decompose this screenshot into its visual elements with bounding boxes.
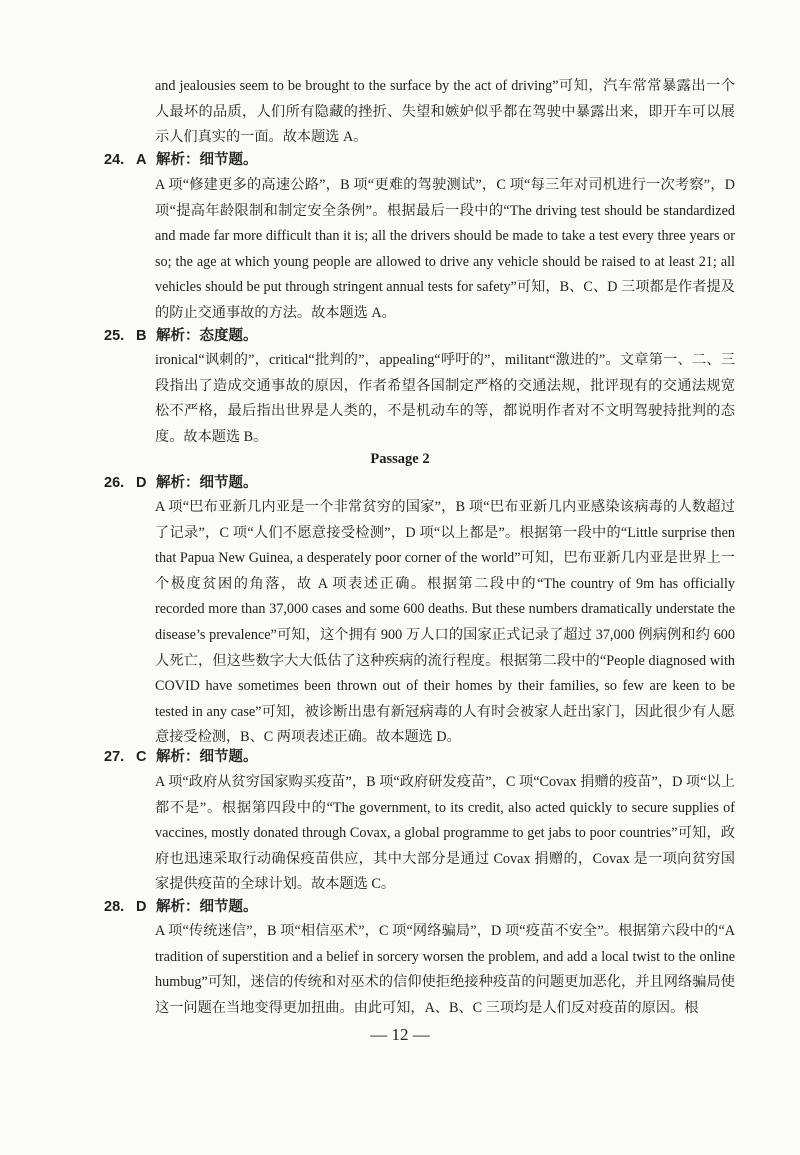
- analysis-label: 解析：细节题。: [156, 749, 258, 765]
- question-24-header: [104, 148, 258, 172]
- page-number: — 12 —: [370, 1025, 430, 1044]
- question-24-body: A 项“修建更多的高速公路”，B 项“更难的驾驶测试”，C 项“每三年对司机进行一次考察”，D 项“提高年龄限制和制定安全条例”。根据最后一段中的“The driving test should be standardized and made far more difficult than it is; all the drivers should be made to take a test every three years or so; the age at which young people are allowed to drive any vehicle should be raised to at least 21; all vehicles should be put through stringent annual tests for safety”可知，B、C、D 三项都是作者提及的防止交通事故的方法。故本题选 A。: [155, 177, 735, 321]
- question-number: 27.: [104, 749, 125, 765]
- question-number: 25.: [104, 328, 125, 344]
- passage-title: Passage 2: [370, 451, 430, 467]
- question-28-header: [104, 895, 258, 919]
- question-27-body: A 项“政府从贫穷国家购买疫苗”，B 项“政府研发疫苗”，C 项“Covax 捐赠的疫苗”，D 项“以上都不是”。根据第四段中的“The government, to its credit, also acted quickly to secure supplies of vaccines, mostly donated through Covax, a global programme to get jabs to poor countries”可知，政府也迅速采取行动确保疫苗供应，其中大部分是通过 Covax 捐赠的，Covax 是一项向贫穷国家提供疫苗的全球计划。故本题选 C。: [155, 774, 735, 893]
- intro-paragraph: and jealousies seem to be brought to the surface by the act of driving”可知，汽车常常暴露出一个人最坏的品质，人们所有隐藏的挫折、失望和嫉妒似乎都在驾驶中暴露出来，即开车可以展示人们真实的一面。故本题选 A。: [155, 78, 735, 146]
- question-26-body: A 项“巴布亚新几内亚是一个非常贫穷的国家”，B 项“巴布亚新几内亚感染该病毒的人数超过了记录”，C 项“人们不愿意接受检测”，D 项“以上都是”。根据第一段中的“Little surprise then that Papua New Guinea, a desperately poor corner of the world”可知，巴布亚新几内亚是世界上一个极度贫困的角落，故 A 项表述正确。根据第二段中的“The country of 9m has officially recorded more than 37,000 cases and some 600 deaths. But these numbers dramatically understate the disease’s prevalence”可知，这个拥有 900 万人口的国家正式记录了超过 37,000 例病例和约 600 人死亡，但这些数字大大低估了这种疾病的流行程度。根据第二段中的“People diagnosed with COVID have sometimes been thrown out of their homes by their families, so few are keen to be tested in any case”可知，被诊断出患有新冠病毒的人有时会被家人赶出家门，因此很少有人愿意接受检测，B、C 两项表述正确。故本题选 D。: [155, 499, 735, 746]
- question-25-header: [104, 324, 258, 348]
- analysis-label: 解析：细节题。: [156, 899, 258, 915]
- analysis-label: 解析：细节题。: [156, 152, 258, 168]
- answer-letter: A: [136, 152, 147, 168]
- question-25-body: ironical“讽刺的”，critical“批判的”，appealing“呼吁的”，militant“激进的”。文章第一、二、三段指出了造成交通事故的原因，作者希望各国制定严格的交通法规，批评现有的交通法规宽松不严格，最后指出世界是人类的，不是机动车的等，都说明作者对不文明驾驶持批判的态度。故本题选 B。: [155, 352, 735, 445]
- analysis-label: 解析：态度题。: [156, 328, 258, 344]
- question-27-header: [104, 745, 258, 769]
- question-number: 28.: [104, 899, 125, 915]
- question-number: 26.: [104, 475, 125, 491]
- analysis-label: 解析：细节题。: [156, 475, 258, 491]
- question-number: 24.: [104, 152, 125, 168]
- question-26-header: [104, 471, 258, 495]
- answer-letter: C: [136, 749, 147, 765]
- answer-letter: B: [136, 328, 147, 344]
- answer-letter: D: [136, 475, 147, 491]
- answer-letter: D: [136, 899, 147, 915]
- question-28-body: A 项“传统迷信”，B 项“相信巫术”，C 项“网络骗局”，D 项“疫苗不安全”。根据第六段中的“A tradition of superstition and a belief in sorcery worsen the problem, and add a local twist to the online humbug”可知，迷信的传统和对巫术的信仰使拒绝接种疫苗的问题更加恶化，并且网络骗局使这一问题在当地变得更加扭曲。由此可知，A、B、C 三项均是人们反对疫苗的原因。根: [155, 923, 735, 1016]
